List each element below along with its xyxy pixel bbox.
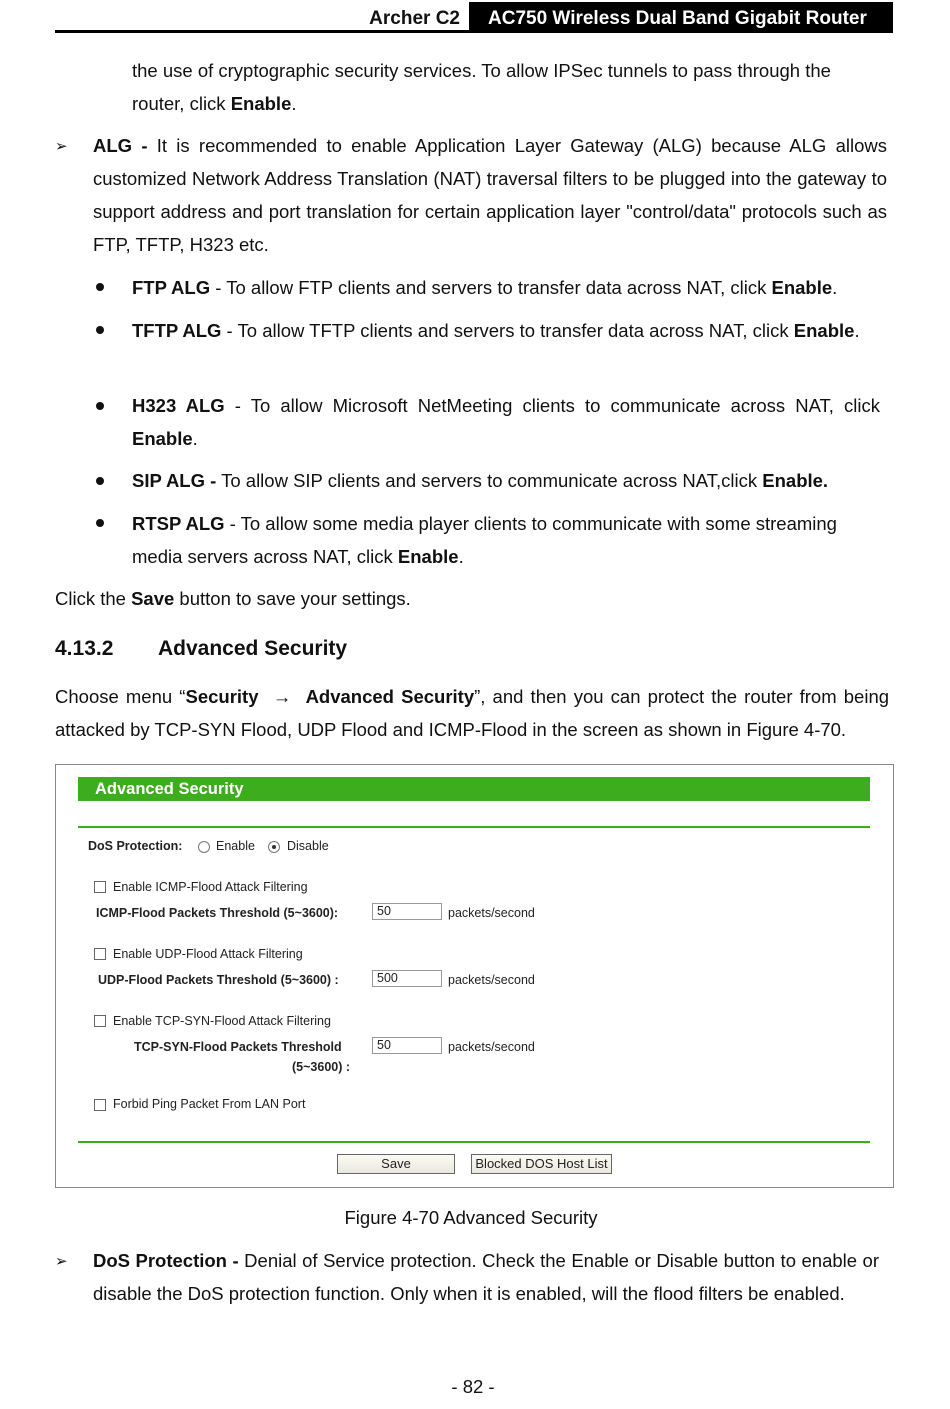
dos-enable-radio[interactable]	[198, 841, 210, 853]
alg-item-action: Enable	[397, 546, 459, 567]
tcp-syn-threshold-range: (5~3600) :	[292, 1060, 351, 1074]
alg-item-text: - To allow FTP clients and servers to transfer data across NAT, click	[210, 277, 772, 298]
udp-threshold-label: UDP-Flood Packets Threshold (5~3600) :	[98, 973, 339, 987]
save-button[interactable]: Save	[337, 1154, 455, 1174]
udp-unit: packets/second	[448, 973, 535, 987]
alg-item-action: Enable	[771, 277, 833, 298]
alg-text: It is recommended to enable Application Layer Gateway (ALG) because ALG allows customized Network Address Translation (NAT) traversal filters to be plugged into the gateway to support address and port translation for certain application layer "control/data" protocols such as FTP, TFTP, H323 etc.	[93, 135, 887, 255]
tcp-syn-threshold-label: TCP-SYN-Flood Packets Threshold	[134, 1040, 342, 1054]
alg-item-text: - To allow TFTP clients and servers to transfer data across NAT, click	[221, 320, 794, 341]
udp-threshold-input[interactable]: 500	[372, 970, 442, 987]
save-note-bold: Save	[131, 588, 175, 609]
section-title: Advanced Security	[158, 637, 348, 660]
dos-disable-radio[interactable]	[268, 841, 280, 853]
intro-post: ”, and then you can protect the router from being attacked by TCP-SYN Flood, UDP Flood and ICMP-Flood in the screen as shown in Figure 4-70.	[55, 686, 890, 740]
intro-menu1: Security	[185, 686, 259, 707]
tcp-syn-unit: packets/second	[448, 1040, 535, 1054]
udp-filter-checkbox[interactable]	[94, 948, 106, 960]
dos-term: DoS Protection -	[93, 1250, 239, 1271]
alg-item-rtsp	[132, 507, 882, 573]
header-rule	[55, 30, 893, 33]
ipsec-line2-post: .	[291, 93, 297, 114]
alg-item-end: .	[192, 428, 198, 449]
tcp-syn-threshold-input[interactable]: 50	[372, 1037, 442, 1054]
alg-item-action: Enable.	[762, 470, 829, 491]
icmp-unit: packets/second	[448, 906, 535, 920]
header-model: Archer C2	[369, 8, 460, 29]
alg-item-tftp	[132, 314, 880, 347]
alg-item-ftp	[132, 271, 892, 304]
bullet-dot-icon	[96, 519, 104, 527]
tcp-syn-filter-checkbox[interactable]	[94, 1015, 106, 1027]
alg-item-term: SIP ALG -	[132, 470, 217, 491]
alg-item-end: .	[854, 320, 860, 341]
icmp-filter-label: Enable ICMP-Flood Attack Filtering	[113, 880, 308, 894]
ipsec-paragraph	[132, 54, 892, 120]
dos-disable-label: Disable	[287, 839, 329, 853]
bullet-dot-icon	[96, 402, 104, 410]
page-number: - 82 -	[451, 1376, 495, 1397]
intro-menu2: Advanced Security	[305, 686, 475, 707]
ipsec-line2-pre: router, click	[132, 93, 231, 114]
bullet-dot-icon	[96, 326, 104, 334]
icmp-threshold-input[interactable]: 50	[372, 903, 442, 920]
alg-paragraph	[93, 129, 887, 261]
alg-item-end: .	[832, 277, 838, 298]
dos-text: Denial of Service protection. Check the Enable or Disable button to enable or disable the DoS protection function. Only when it is enabled, will the flood filters be enabled.	[93, 1250, 880, 1304]
udp-filter-label: Enable UDP-Flood Attack Filtering	[113, 947, 303, 961]
alg-item-term: FTP ALG	[132, 277, 211, 298]
alg-term: ALG -	[93, 135, 148, 156]
alg-item-action: Enable	[793, 320, 855, 341]
advanced-security-screenshot	[55, 764, 894, 1188]
ipsec-line1: the use of cryptographic security services. To allow IPSec tunnels to pass through the	[132, 60, 831, 81]
forbid-ping-label: Forbid Ping Packet From LAN Port	[113, 1097, 306, 1111]
arrow-bullet-icon: ➢	[55, 138, 68, 155]
section-number: 4.13.2	[55, 637, 114, 660]
header-title: AC750 Wireless Dual Band Gigabit Router	[488, 8, 867, 29]
divider	[78, 826, 870, 828]
bullet-dot-icon	[96, 283, 104, 291]
alg-item-end: .	[458, 546, 464, 567]
alg-item-sip	[132, 464, 892, 497]
save-note-pre: Click the	[55, 588, 132, 609]
alg-item-term: H323 ALG	[132, 395, 225, 416]
tcp-syn-filter-label: Enable TCP-SYN-Flood Attack Filtering	[113, 1014, 331, 1028]
panel-title: Advanced Security	[78, 777, 870, 801]
blocked-dos-host-list-button[interactable]: Blocked DOS Host List	[471, 1154, 612, 1174]
intro-pre: Choose menu “	[55, 686, 186, 707]
icmp-threshold-label: ICMP-Flood Packets Threshold (5~3600):	[96, 906, 339, 920]
save-note-post: button to save your settings.	[174, 588, 411, 609]
intro-paragraph	[55, 680, 889, 746]
dos-protection-label: DoS Protection:	[88, 839, 183, 853]
forbid-ping-checkbox[interactable]	[94, 1099, 106, 1111]
menu-arrow-icon: →	[272, 686, 292, 707]
alg-item-h323	[132, 389, 880, 455]
dos-paragraph	[93, 1244, 879, 1310]
ipsec-enable: Enable	[230, 93, 292, 114]
dos-enable-label: Enable	[216, 839, 255, 853]
alg-item-term: RTSP ALG	[132, 513, 225, 534]
alg-item-action: Enable	[132, 428, 193, 449]
divider	[78, 1141, 870, 1143]
arrow-bullet-icon: ➢	[55, 1253, 68, 1270]
figure-caption: Figure 4-70 Advanced Security	[344, 1207, 598, 1228]
alg-item-text: To allow SIP clients and servers to communicate across NAT,click	[216, 470, 763, 491]
icmp-filter-checkbox[interactable]	[94, 881, 106, 893]
alg-item-text: - To allow some media player clients to communicate with some streaming media servers across NAT, click	[132, 513, 837, 567]
bullet-dot-icon	[96, 477, 104, 485]
alg-item-text: - To allow Microsoft NetMeeting clients to communicate across NAT, click	[224, 395, 881, 416]
save-note	[55, 582, 893, 615]
alg-item-term: TFTP ALG	[132, 320, 222, 341]
